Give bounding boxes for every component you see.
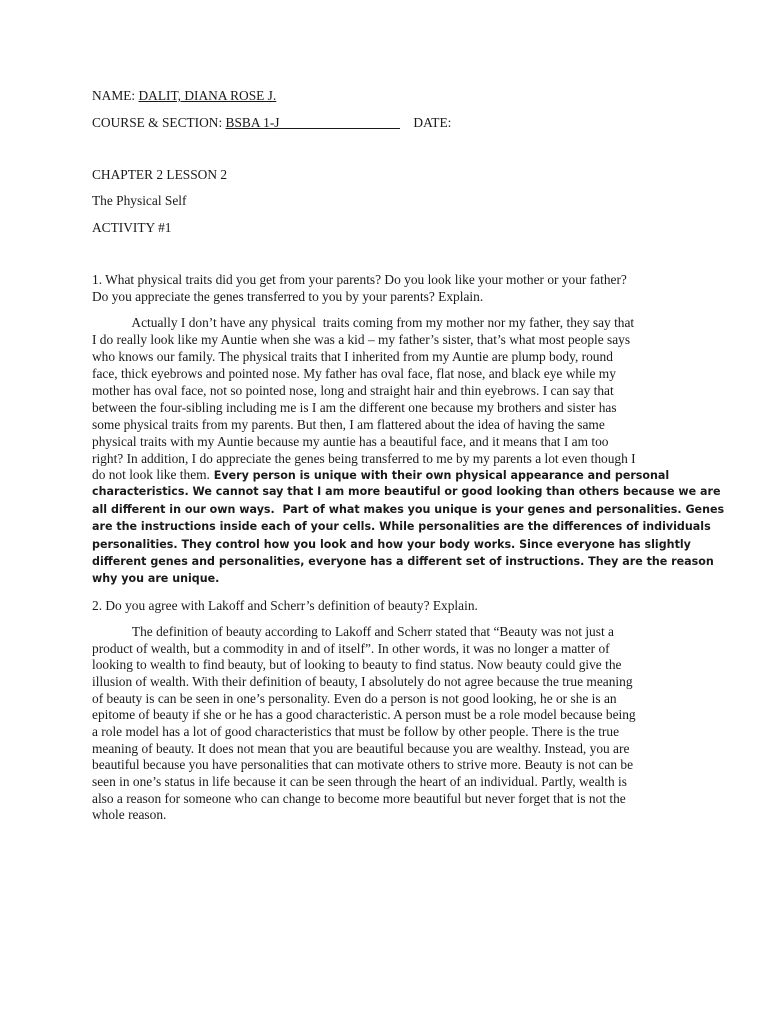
q1-answer-bold-line: different genes and personalities, everyone has a different set of instructions. They are the reason [92, 555, 714, 568]
q1-answer-bold-line: why you are unique. [92, 572, 220, 585]
course-label: COURSE & SECTION: [92, 115, 226, 130]
q1-answer-bold-line: are the instructions inside each of your cells. While personalities are the differences of individuals [92, 520, 711, 533]
q2-answer-line: product of wealth, but a commodity in and of itself”. In other words, it was no longer a matter of [92, 641, 610, 656]
course-value: BSBA 1-J [225, 115, 280, 130]
q1-answer-serif-fragment: do not look like them. [92, 467, 210, 482]
name-line [92, 87, 276, 104]
q2-answer-line: epitome of beauty if she or he has a good characteristic. A person must be a role model because being [92, 707, 636, 722]
q1-answer-line: right? In addition, I do appreciate the genes being transferred to me by my parents a lot even though I [92, 451, 636, 466]
q1-answer-bold-line: personalities. They control how you look and how your body works. Since everyone has slightly [92, 538, 691, 551]
q1-answer-line: between the four-sibling including me is I am the different one because my brothers and sister has [92, 400, 617, 415]
q2-answer-line: meaning of beauty. It does not mean that you are beautiful because you are wealthy. Instead, you are [92, 741, 630, 756]
name-label: NAME: [92, 88, 139, 103]
q1-answer-line: Actually I don’t have any physical traits coming from my mother nor my father, they say that [92, 315, 635, 330]
q1-answer-mixed-line [92, 466, 669, 484]
lesson-subtitle: The Physical Self [92, 193, 187, 208]
q2-question-line: 2. Do you agree with Lakoff and Scherr’s definition of beauty? Explain. [92, 598, 478, 613]
activity-heading: ACTIVITY #1 [92, 220, 172, 235]
q1-answer-line: mother has oval face, not so pointed nose, long and straight hair and thin eyebrows. I can say that [92, 383, 614, 398]
q1-question-line: 1. What physical traits did you get from your parents? Do you look like your mother or your father? [92, 272, 627, 287]
q2-answer-line: of beauty is can be seen in one’s personality. Even do a person is not good looking, he or she is an [92, 691, 617, 706]
q2-answer-line: whole reason. [92, 807, 167, 822]
q1-answer-line: who knows our family. The physical traits that I inherited from my Auntie are plump body, round [92, 349, 613, 364]
q2-answer-line: a role model has a lot of good characteristics that must be follow by other people. There is the true [92, 724, 620, 739]
name-value: DALIT, DIANA ROSE J. [138, 88, 277, 103]
q2-answer-line: illusion of wealth. With their definition of beauty, I absolutely do not agree because the true meaning [92, 674, 633, 689]
q2-answer-line: beautiful because you have personalities that can motivate others to strive more. Beauty is not can be [92, 757, 634, 772]
q1-question-line: Do you appreciate the genes transferred to you by your parents? Explain. [92, 289, 484, 304]
date-label: DATE: [413, 115, 452, 130]
chapter-heading: CHAPTER 2 LESSON 2 [92, 167, 228, 182]
q1-answer-bold-line: all different in our own ways. Part of what makes you unique is your genes and personalities. Genes [92, 503, 725, 516]
q2-answer-line: also a reason for someone who can change to become more beautiful but never forget that is not the [92, 791, 626, 806]
q1-answer-line: I do really look like my Auntie when she was a kid – my father’s sister, that’s what most people says [92, 332, 631, 347]
q1-answer-line: physical traits with my Auntie because my auntie has a beautiful face, and it means that I am too [92, 434, 609, 449]
q1-answer-line: face, thick eyebrows and pointed nose. My father has oval face, flat nose, and black eye while my [92, 366, 616, 381]
q2-answer-line: seen in one’s status in life because it can be seen through the heart of an individual. Partly, wealth is [92, 774, 627, 789]
course-blank [280, 115, 401, 130]
q1-answer-bold-fragment: Every person is unique with their own physical appearance and personal [209, 469, 670, 482]
q2-answer-line: The definition of beauty according to Lakoff and Scherr stated that “Beauty was not just a [92, 624, 614, 639]
q1-answer-bold-line: characteristics. We cannot say that I am more beautiful or good looking than others because we are [92, 485, 721, 498]
q1-answer-line: some physical traits from my parents. But then, I am flattered about the idea of having the same [92, 417, 605, 432]
q2-answer-line: looking to wealth to find beauty, but of looking to beauty to find status. Now beauty could give the [92, 657, 622, 672]
course-section-line [92, 114, 451, 131]
